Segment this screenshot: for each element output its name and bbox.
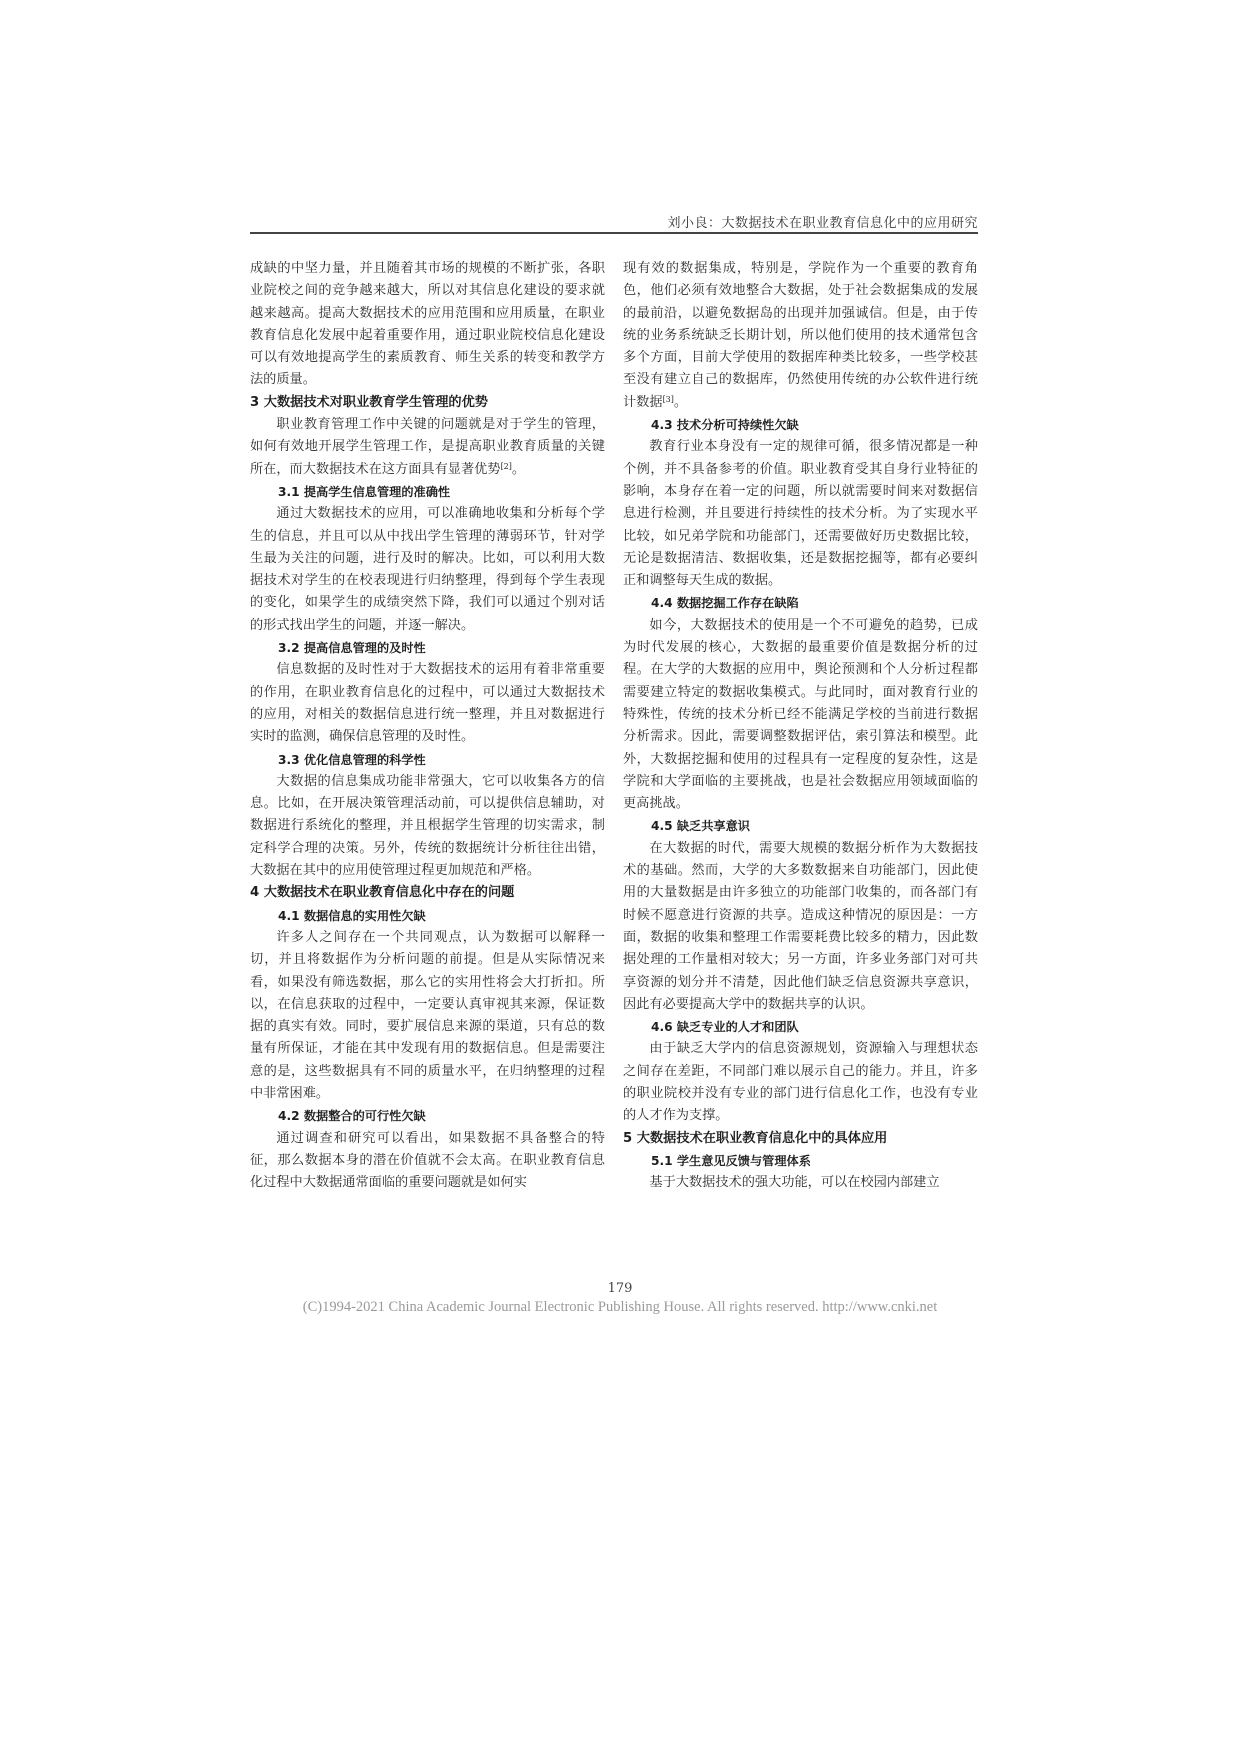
paragraph-3-2: 信息数据的及时性对于大数据技术的运用有着非常重要的作用，在职业教育信息化的过程中，可以通过大数据技术的应用，对相关的数据信息进行统一整理，并且对数据进行实时的监测，确保信息管理的及时性。 [250,662,605,745]
subsection-heading-3-2: 3.2 提高信息管理的及时性 [278,641,426,656]
paragraph-4-4: 如今，大数据技术的使用是一个不可避免的趋势，已成为时代发展的核心，大数据的最重要价值是数据分析的过程。在大学的大数据的应用中，舆论预测和个人分析过程都需要建立特定的数据收集模式。与此同时，面对教育行业的特殊性，传统的技术分析已经不能满足学校的当前进行数据分析需求。因此，需要调整数据评估，索引算法和模型。此外，大数据挖掘和使用的过程具有一定程度的复杂性，这是学院和大学面临的主要挑战，也是社会数据应用领域面临的更高挑战。 [623,617,978,812]
paragraph-continued-end: 。 [673,394,688,410]
paragraph-3-3: 大数据的信息集成功能非常强大，它可以收集各方的信息。比如，在开展决策管理活动前，可以提供信息辅助，对数据进行系统化的整理，并且根据学生管理的切实需求，制定科学合理的决策。另外，传统的数据统计分析往往出错，大数据在其中的应用使管理过程更加规范和严格。 [250,773,605,879]
citation-2: [2] [500,461,512,471]
page-number: 179 [607,1281,633,1296]
paragraph-4-5: 在大数据的时代，需要大规模的数据分析作为大数据技术的基础。然而，大学的大多数数据来自功能部门，因此使用的大量数据是由许多独立的功能部门收集的，而各部门有时候不愿意进行资源的共享。造成这种情况的原因是：一方面，数据的收集和整理工作需要耗费比较多的精力，因此数据处理的工作量相对较大；另一方面，许多业务部门对可共享资源的划分并不清楚，因此他们缺乏信息资源共享意识，因此有必要提高大学中的数据共享的认识。 [623,840,978,1012]
header-rule [250,232,978,234]
paragraph-4-6: 由于缺乏大学内的信息资源规划，资源输入与理想状态之间存在差距，不同部门难以展示自己的能力。并且，许多的职业院校并没有专业的部门进行信息化工作，也没有专业的人才作为支撑。 [623,1041,978,1124]
subsection-heading-4-4: 4.4 数据挖掘工作存在缺陷 [651,596,799,611]
subsection-heading-4-1: 4.1 数据信息的实用性欠缺 [278,908,426,923]
paragraph-continued [623,258,978,414]
paragraph-5-1: 基于大数据技术的强大功能，可以在校园内部建立 [649,1175,940,1191]
right-column [623,258,978,1194]
subsection-heading-4-6: 4.6 缺乏专业的人才和团队 [651,1020,799,1035]
left-column [250,258,605,1194]
paragraph-continued-text: 现有效的数据集成，特别是，学院作为一个重要的教育角色，他们必须有效地整合大数据，处于社会数据集成的发展的最前沿，以避免数据岛的出现并加强诚信。但是，由于传统的业务系统缺乏长期计划，所以他们使用的技术通常包含多个方面，目前大学使用的数据库种类比较多，一些学校甚至没有建立自己的数据库，仍然使用传统的办公软件进行统计数据 [623,261,978,410]
paragraph-4-3: 教育行业本身没有一定的规律可循，很多情况都是一种个例，并不具备参考的价值。职业教育受其自身行业特征的影响，本身存在着一定的问题，所以就需要时间来对数据信息进行检测，并且要进行持续性的技术分析。为了实现水平比较，如兄弟学院和功能部门，还需要做好历史数据比较，无论是数据清洁、数据收集，还是数据挖掘等，都有必要纠正和调整每天生成的数据。 [623,439,978,589]
subsection-heading-4-3: 4.3 技术分析可持续性欠缺 [651,418,799,433]
paragraph-4-1: 许多人之间存在一个共同观点，认为数据可以解释一切，并且将数据作为分析问题的前提。但是从实际情况来看，如果没有筛选数据，那么它的实用性将会大打折扣。所以，在信息获取的过程中，一定要认真审视其来源，保证数据的真实有效。同时，要扩展信息来源的渠道，只有总的数量有所保证，才能在其中发现有用的数据信息。但是需要注意的是，这些数据具有不同的质量水平，在归纳整理的过程中非常困难。 [250,929,605,1101]
subsection-heading-4-2: 4.2 数据整合的可行性欠缺 [278,1109,426,1124]
citation-3: [3] [662,394,674,404]
section-heading-5: 5 大数据技术在职业教育信息化中的具体应用 [623,1130,888,1146]
paragraph-4-2: 通过调查和研究可以看出，如果数据不具备整合的特征，那么数据本身的潜在价值就不会太高。在职业教育信息化过程中大数据通常面临的重要问题就是如何实 [250,1130,605,1191]
paragraph-intro: 成缺的中坚力量，并且随着其市场的规模的不断扩张，各职业院校之间的竞争越来越大，所以对其信息化建设的要求就越来越高。提高大数据技术的应用范围和应用质量，在职业教育信息化发展中起着重要作用，通过职业院校信息化建设可以有效地提高学生的素质教育、师生关系的转变和教学方法的质量。 [250,261,605,388]
paragraph-3-text: 职业教育管理工作中关键的问题就是对于学生的管理，如何有效地开展学生管理工作，是提高职业教育质量的关键所在，而大数据技术在这方面具有显著优势 [250,417,605,477]
running-header: 刘小良：大数据技术在职业教育信息化中的应用研究 [667,216,978,231]
copyright-notice: (C)1994-2021 China Academic Journal Electronic Publishing House. All rights reserved. http://www.cnki.net [302,1299,938,1315]
subsection-heading-3-1: 3.1 提高学生信息管理的准确性 [278,484,451,499]
section-heading-3: 3 大数据技术对职业教育学生管理的优势 [250,394,488,410]
subsection-heading-4-5: 4.5 缺乏共享意识 [651,819,750,834]
paragraph-3-1: 通过大数据技术的应用，可以准确地收集和分析每个学生的信息，并且可以从中找出学生管理的薄弱环节，针对学生最为关注的问题，进行及时的解决。比如，可以利用大数据技术对学生的在校表现进行归纳整理，得到每个学生表现的变化，如果学生的成绩突然下降，我们可以通过个别对话的形式找出学生的问题，并逐一解决。 [250,506,605,633]
paragraph-3 [250,414,605,481]
subsection-heading-5-1: 5.1 学生意见反馈与管理体系 [651,1153,811,1168]
paragraph-3-end: 。 [511,461,526,477]
section-heading-4: 4 大数据技术在职业教育信息化中存在的问题 [250,885,515,901]
subsection-heading-3-3: 3.3 优化信息管理的科学性 [278,752,426,767]
